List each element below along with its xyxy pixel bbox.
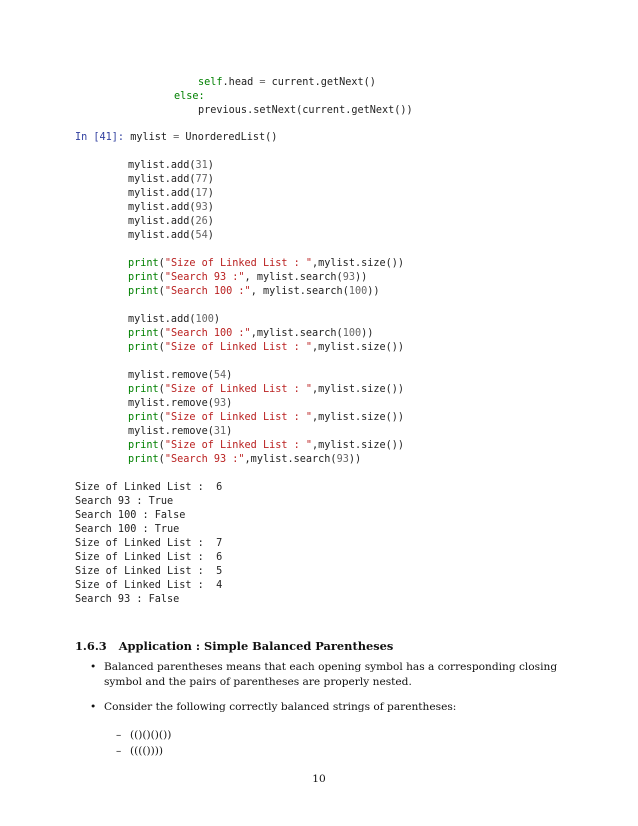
code-cell xyxy=(0,66,638,465)
output-line: Size of Linked List : 4 xyxy=(75,580,223,591)
example-item xyxy=(116,729,171,741)
code-line: mylist.add(17) xyxy=(128,188,214,199)
code-line: print("Size of Linked List : ",mylist.size()) xyxy=(128,412,405,423)
code-line: mylist.add(54) xyxy=(128,230,214,241)
code-line: previous.setNext(current.getNext()) xyxy=(198,105,413,116)
section-title: Application : Simple Balanced Parentheses xyxy=(118,639,394,653)
code-line: print("Size of Linked List : ",mylist.size()) xyxy=(128,258,405,269)
code-line: mylist.remove(54) xyxy=(128,370,233,381)
code-line: print("Search 100 :",mylist.search(100)) xyxy=(128,328,374,339)
code-block-top xyxy=(0,0,638,116)
code-line: mylist.remove(93) xyxy=(128,398,233,409)
code-line: print("Search 93 :",mylist.search(93)) xyxy=(128,454,362,465)
bullet-icon: • xyxy=(90,701,97,713)
example-text: (((()))) xyxy=(130,745,164,757)
code-line: print("Size of Linked List : ",mylist.size()) xyxy=(128,384,405,395)
example-text: (()()()()) xyxy=(130,729,172,741)
example-item xyxy=(116,745,163,757)
output-line: Search 100 : True xyxy=(75,524,180,535)
section-heading xyxy=(75,639,393,653)
code-line: mylist.add(93) xyxy=(128,202,214,213)
output-line: Search 93 : True xyxy=(75,496,174,507)
dash-icon: – xyxy=(116,745,122,757)
code-line: mylist.add(31) xyxy=(128,160,214,171)
bullet-item xyxy=(90,700,590,715)
output-line: Size of Linked List : 7 xyxy=(75,538,223,549)
cell-prompt: In [41]: xyxy=(75,132,125,143)
code-line: print("Size of Linked List : ",mylist.size()) xyxy=(128,440,405,451)
code-line: mylist.remove(31) xyxy=(128,426,233,437)
code-line: print("Search 100 :", mylist.search(100)) xyxy=(128,286,380,297)
code-line: else: xyxy=(174,91,205,102)
code-line: mylist.add(77) xyxy=(128,174,214,185)
code-line: print("Search 93 :", mylist.search(93)) xyxy=(128,272,368,283)
bullet-text: Balanced parentheses means that each opening symbol has a corresponding closing symbol and the pairs of parentheses are properly nested. xyxy=(104,661,558,688)
code-line: mylist.add(26) xyxy=(128,216,214,227)
bullet-icon: • xyxy=(90,661,97,673)
cell-output xyxy=(0,412,638,605)
output-line: Size of Linked List : 6 xyxy=(75,482,223,493)
cell-prompt-line: In [41]: mylist = UnorderedList() xyxy=(75,132,278,143)
code-line: mylist.add(100) xyxy=(128,314,221,325)
output-line: Size of Linked List : 5 xyxy=(75,566,223,577)
code-line: self.head = current.getNext() xyxy=(198,77,376,88)
page-number: 10 xyxy=(312,773,326,785)
bullet-text: Consider the following correctly balanced strings of parentheses: xyxy=(104,701,457,713)
bullet-item xyxy=(90,660,590,690)
section-number: 1.6.3 xyxy=(75,639,107,653)
output-line: Size of Linked List : 6 xyxy=(75,552,223,563)
output-line: Search 100 : False xyxy=(75,510,186,521)
dash-icon: – xyxy=(116,729,122,741)
output-line: Search 93 : False xyxy=(75,594,180,605)
code-line: print("Size of Linked List : ",mylist.size()) xyxy=(128,342,405,353)
